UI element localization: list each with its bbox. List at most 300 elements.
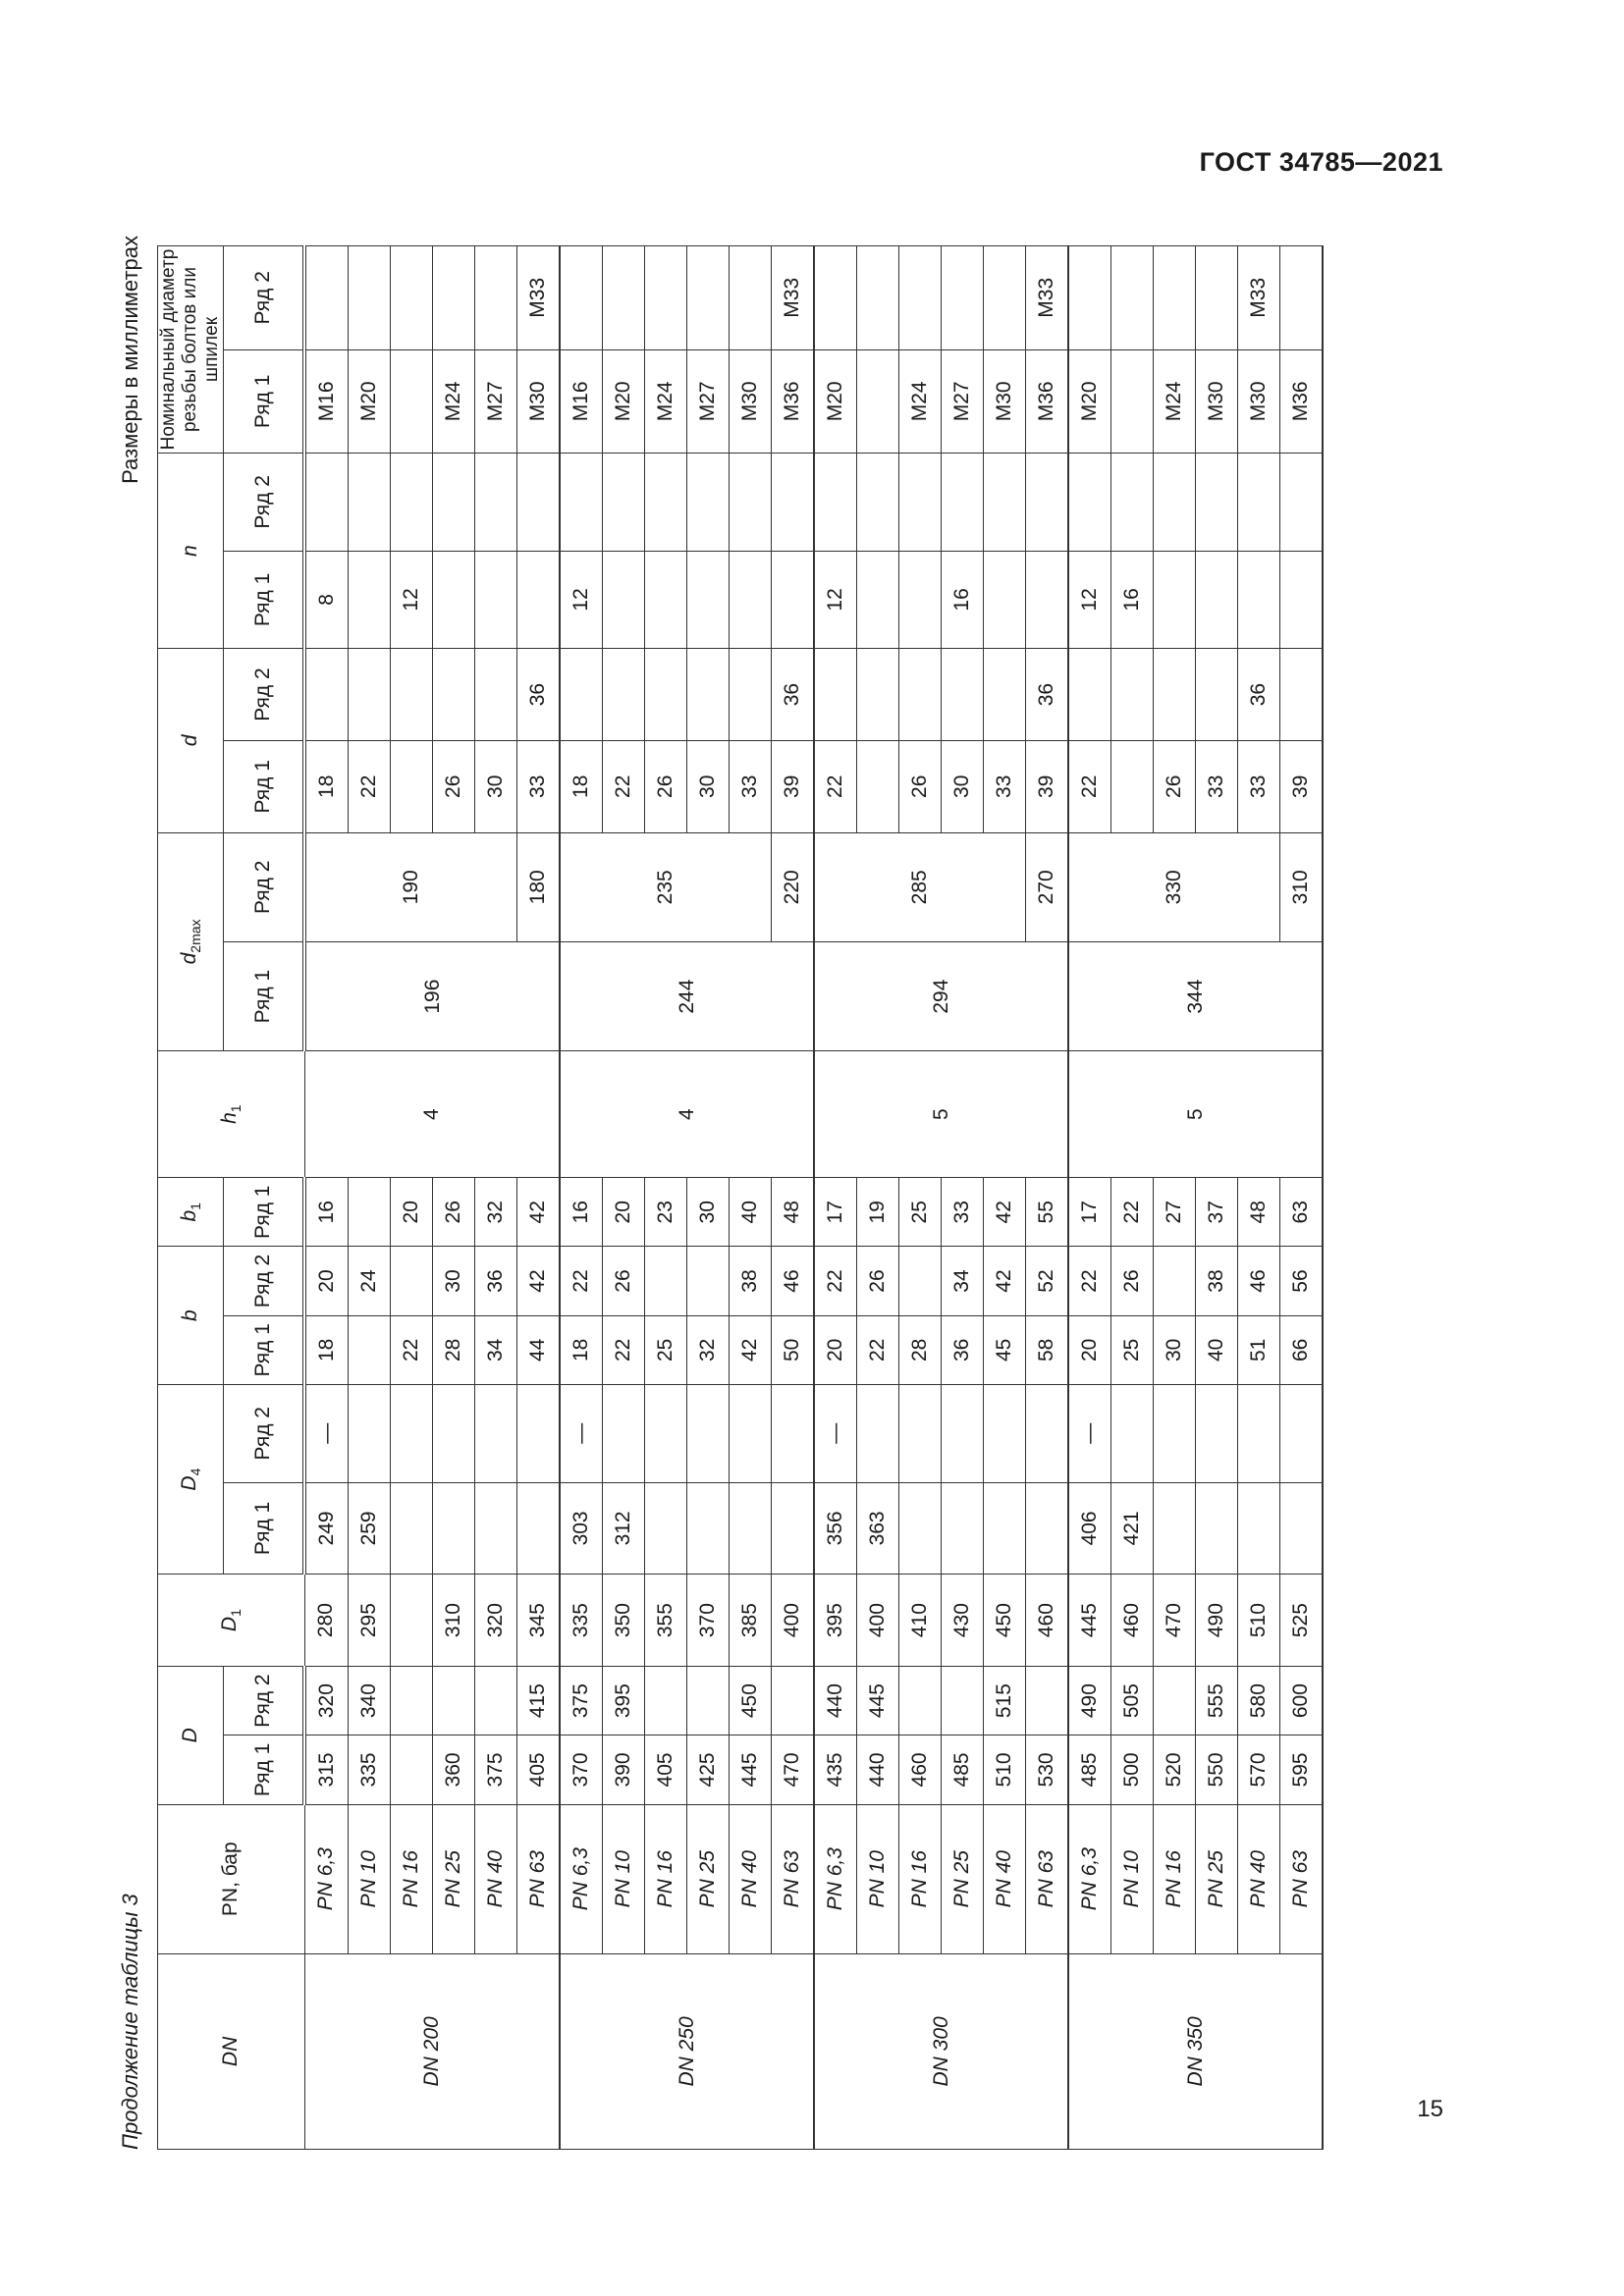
cell-b-row2 — [1154, 1247, 1196, 1315]
cell-D1: 395 — [814, 1575, 857, 1667]
cell-bolt-row1: M20 — [1068, 349, 1111, 453]
cell-D4-row1 — [1238, 1482, 1280, 1575]
cell-D4-row2: — — [814, 1384, 857, 1482]
cell-bolt-row1: M30 — [730, 349, 772, 453]
table-row — [1280, 246, 1324, 2150]
cell-d-row2: 36 — [517, 649, 561, 741]
cell-D-row2 — [1026, 1666, 1069, 1735]
cell-D-row2: 580 — [1238, 1666, 1280, 1735]
cell-D1: 470 — [1154, 1575, 1196, 1667]
cell-bolt-row1 — [391, 349, 433, 453]
flange-dimensions-table — [157, 245, 1324, 2150]
cell-b-row1: 32 — [687, 1315, 730, 1384]
cell-D4-row2 — [857, 1384, 899, 1482]
cell-d-row2 — [1154, 649, 1196, 741]
cell-n-row1 — [645, 551, 687, 649]
cell-b-row1: 45 — [984, 1315, 1026, 1384]
cell-D4-row2 — [984, 1384, 1026, 1482]
cell-b1-row1: 23 — [645, 1178, 687, 1247]
cell-b-row1: 20 — [1068, 1315, 1111, 1384]
cell-D1: 310 — [433, 1575, 475, 1667]
cell-b1-row1: 20 — [391, 1178, 433, 1247]
cell-b-row1: 22 — [857, 1315, 899, 1384]
page-number: 15 — [1417, 2096, 1443, 2122]
cell-pn: PN 63 — [517, 1804, 561, 1953]
cell-b1-row1: 17 — [814, 1178, 857, 1247]
cell-D4-row1: 312 — [603, 1482, 645, 1575]
cell-D-row2 — [475, 1666, 517, 1735]
cell-d2max-row2: 180 — [517, 832, 561, 941]
cell-n-row2 — [391, 454, 433, 552]
cell-d-row1: 22 — [349, 740, 391, 832]
cell-D4-row1 — [645, 1482, 687, 1575]
table-row — [984, 246, 1026, 2150]
cell-b-row2: 56 — [1280, 1247, 1324, 1315]
cell-b-row2: 26 — [603, 1247, 645, 1315]
cell-D4-row2 — [645, 1384, 687, 1482]
cell-D1: 345 — [517, 1575, 561, 1667]
cell-D-row2: 415 — [517, 1666, 561, 1735]
cell-bolt-row1 — [1111, 349, 1154, 453]
cell-b-row2: 22 — [1068, 1247, 1111, 1315]
cell-D-row1: 405 — [645, 1735, 687, 1804]
cell-D4-row1: 363 — [857, 1482, 899, 1575]
cell-D-row1: 425 — [687, 1735, 730, 1804]
cell-n-row1 — [349, 551, 391, 649]
cell-D-row2: 340 — [349, 1666, 391, 1735]
cell-b-row1 — [349, 1315, 391, 1384]
cell-D-row2: 375 — [560, 1666, 603, 1735]
cell-d-row1 — [391, 740, 433, 832]
subheader-row2: Ряд 2 — [224, 1247, 305, 1315]
table-row — [899, 246, 942, 2150]
cell-bolt-row1: M30 — [517, 349, 561, 453]
subheader-row1: Ряд 1 — [224, 551, 305, 649]
cell-b1-row1: 27 — [1154, 1178, 1196, 1247]
cell-bolt-row2 — [1154, 246, 1196, 350]
cell-D-row1: 440 — [857, 1735, 899, 1804]
col-header-pn: PN, бар — [158, 1804, 305, 1953]
subheader-row2: Ряд 2 — [224, 454, 305, 552]
cell-d2max-row1: 344 — [1068, 941, 1323, 1050]
cell-d-row1: 33 — [517, 740, 561, 832]
cell-d2max-row1: 196 — [304, 941, 560, 1050]
cell-D-row2: 320 — [304, 1666, 349, 1735]
cell-d-row1 — [857, 740, 899, 832]
cell-b-row1: 25 — [1111, 1315, 1154, 1384]
cell-bolt-row2 — [730, 246, 772, 350]
cell-h1: 5 — [814, 1051, 1068, 1178]
cell-D4-row1 — [730, 1482, 772, 1575]
cell-n-row2 — [899, 454, 942, 552]
cell-d-row1: 33 — [1238, 740, 1280, 832]
subheader-row2: Ряд 2 — [224, 1384, 305, 1482]
cell-d2max-row1: 244 — [560, 941, 814, 1050]
cell-b1-row1: 48 — [772, 1178, 815, 1247]
cell-D-row2: 515 — [984, 1666, 1026, 1735]
cell-D1: 430 — [942, 1575, 984, 1667]
cell-D-row1: 500 — [1111, 1735, 1154, 1804]
cell-n-row2 — [687, 454, 730, 552]
cell-D4-row1 — [475, 1482, 517, 1575]
cell-b-row1: 22 — [391, 1315, 433, 1384]
cell-b-row2: 34 — [942, 1247, 984, 1315]
cell-D1: 400 — [772, 1575, 815, 1667]
cell-d2max-row2: 310 — [1280, 832, 1324, 941]
cell-bolt-row2 — [814, 246, 857, 350]
cell-bolt-row1: M24 — [433, 349, 475, 453]
table-row — [1026, 246, 1069, 2150]
cell-pn: PN 25 — [433, 1804, 475, 1953]
cell-d2max-row2: 330 — [1068, 832, 1280, 941]
cell-d-row2 — [645, 649, 687, 741]
col-header-n: n — [158, 454, 224, 649]
cell-d-row2: 36 — [1026, 649, 1069, 741]
cell-bolt-row2 — [984, 246, 1026, 350]
cell-bolt-row2 — [603, 246, 645, 350]
cell-pn: PN 40 — [984, 1804, 1026, 1953]
cell-pn: PN 6,3 — [304, 1804, 349, 1953]
cell-bolt-row1 — [857, 349, 899, 453]
cell-b-row2 — [899, 1247, 942, 1315]
cell-d-row2 — [1111, 649, 1154, 741]
cell-b1-row1: 37 — [1196, 1178, 1238, 1247]
cell-pn: PN 16 — [391, 1804, 433, 1953]
cell-d-row2 — [942, 649, 984, 741]
cell-bolt-row1: M36 — [1026, 349, 1069, 453]
col-header-b: b — [158, 1247, 224, 1385]
col-header-D1: $D_1$ — [158, 1575, 305, 1667]
cell-bolt-row1: M20 — [814, 349, 857, 453]
cell-D4-row2 — [687, 1384, 730, 1482]
cell-d2max-row2: 190 — [304, 832, 517, 941]
cell-b1-row1: 19 — [857, 1178, 899, 1247]
cell-D-row1: 550 — [1196, 1735, 1238, 1804]
cell-n-row1 — [433, 551, 475, 649]
cell-pn: PN 6,3 — [814, 1804, 857, 1953]
cell-dn: DN 300 — [814, 1953, 1068, 2149]
cell-d-row2 — [1196, 649, 1238, 741]
cell-pn: PN 25 — [687, 1804, 730, 1953]
cell-D4-row1 — [517, 1482, 561, 1575]
table-row — [645, 246, 687, 2150]
cell-bolt-row2 — [1111, 246, 1154, 350]
cell-d-row1: 18 — [304, 740, 349, 832]
col-header-h1: $h_1$ — [158, 1051, 305, 1178]
cell-d-row2 — [603, 649, 645, 741]
cell-b-row1: 28 — [899, 1315, 942, 1384]
cell-D-row1: 390 — [603, 1735, 645, 1804]
cell-n-row2 — [1238, 454, 1280, 552]
cell-b-row1: 20 — [814, 1315, 857, 1384]
cell-d-row1: 39 — [1026, 740, 1069, 832]
table-row — [475, 246, 517, 2150]
cell-n-row1: 12 — [560, 551, 603, 649]
table-row — [560, 246, 603, 2150]
cell-d-row1: 26 — [433, 740, 475, 832]
cell-D-row1: 435 — [814, 1735, 857, 1804]
col-header-bolt: Номинальный диаметр резьбы болтов или шпилек — [158, 246, 224, 454]
cell-d-row2 — [433, 649, 475, 741]
cell-D-row2: 450 — [730, 1666, 772, 1735]
cell-b1-row1: 42 — [517, 1178, 561, 1247]
cell-D-row2 — [772, 1666, 815, 1735]
cell-pn: PN 10 — [349, 1804, 391, 1953]
cell-d-row2 — [349, 649, 391, 741]
cell-d-row1: 39 — [1280, 740, 1324, 832]
subheader-row1: Ряд 1 — [224, 1178, 305, 1247]
table-row — [517, 246, 561, 2150]
cell-D-row1: 510 — [984, 1735, 1026, 1804]
cell-b1-row1: 32 — [475, 1178, 517, 1247]
cell-b-row2: 26 — [1111, 1247, 1154, 1315]
cell-bolt-row2 — [687, 246, 730, 350]
cell-b-row2: 38 — [730, 1247, 772, 1315]
cell-D-row1: 470 — [772, 1735, 815, 1804]
cell-D-row2: 505 — [1111, 1666, 1154, 1735]
cell-pn: PN 16 — [645, 1804, 687, 1953]
cell-n-row2 — [304, 454, 349, 552]
cell-d-row1 — [1111, 740, 1154, 832]
cell-bolt-row2 — [899, 246, 942, 350]
cell-bolt-row1: M30 — [1196, 349, 1238, 453]
cell-D4-row1 — [1196, 1482, 1238, 1575]
cell-D4-row2 — [772, 1384, 815, 1482]
table-row — [942, 246, 984, 2150]
cell-D-row1: 460 — [899, 1735, 942, 1804]
cell-b-row1: 51 — [1238, 1315, 1280, 1384]
cell-D-row1 — [391, 1735, 433, 1804]
table-row — [687, 246, 730, 2150]
cell-d-row1: 22 — [1068, 740, 1111, 832]
cell-D-row2: 395 — [603, 1666, 645, 1735]
cell-bolt-row2 — [942, 246, 984, 350]
cell-d2max-row2: 220 — [772, 832, 815, 941]
cell-n-row2 — [730, 454, 772, 552]
cell-D4-row2 — [730, 1384, 772, 1482]
cell-b1-row1: 55 — [1026, 1178, 1069, 1247]
cell-d-row1: 33 — [730, 740, 772, 832]
cell-b1-row1: 22 — [1111, 1178, 1154, 1247]
cell-d-row1: 30 — [942, 740, 984, 832]
col-header-b1: $b_1$ — [158, 1178, 224, 1247]
cell-pn: PN 16 — [899, 1804, 942, 1953]
cell-n-row2 — [1196, 454, 1238, 552]
cell-n-row2 — [517, 454, 561, 552]
table-row — [857, 246, 899, 2150]
cell-bolt-row2: M33 — [1026, 246, 1069, 350]
cell-b-row1: 40 — [1196, 1315, 1238, 1384]
cell-bolt-row1: M27 — [942, 349, 984, 453]
cell-D-row2 — [391, 1666, 433, 1735]
cell-b-row2: 42 — [517, 1247, 561, 1315]
cell-bolt-row1: M16 — [560, 349, 603, 453]
cell-bolt-row2 — [475, 246, 517, 350]
cell-D4-row1: 356 — [814, 1482, 857, 1575]
cell-b1-row1: 42 — [984, 1178, 1026, 1247]
cell-D1: 335 — [560, 1575, 603, 1667]
cell-D4-row1 — [772, 1482, 815, 1575]
cell-n-row1: 16 — [1111, 551, 1154, 649]
subheader-row1: Ряд 1 — [224, 1482, 305, 1575]
cell-bolt-row2 — [1196, 246, 1238, 350]
cell-b-row2: 26 — [857, 1247, 899, 1315]
cell-d-row1: 33 — [984, 740, 1026, 832]
table-row — [730, 246, 772, 2150]
cell-D4-row1: 303 — [560, 1482, 603, 1575]
cell-b-row1: 34 — [475, 1315, 517, 1384]
cell-n-row2 — [645, 454, 687, 552]
cell-D-row1: 370 — [560, 1735, 603, 1804]
cell-n-row2 — [1154, 454, 1196, 552]
cell-bolt-row1: M20 — [603, 349, 645, 453]
cell-bolt-row1: M16 — [304, 349, 349, 453]
cell-D1: 385 — [730, 1575, 772, 1667]
cell-D-row1: 485 — [942, 1735, 984, 1804]
cell-dn: DN 200 — [304, 1953, 560, 2149]
table-row — [1154, 246, 1196, 2150]
cell-b1-row1: 20 — [603, 1178, 645, 1247]
cell-D1: 280 — [304, 1575, 349, 1667]
cell-D1: 350 — [603, 1575, 645, 1667]
cell-d-row1: 22 — [814, 740, 857, 832]
cell-D4-row2 — [1154, 1384, 1196, 1482]
cell-D-row2: 555 — [1196, 1666, 1238, 1735]
cell-h1: 4 — [560, 1051, 814, 1178]
cell-b-row2: 42 — [984, 1247, 1026, 1315]
cell-dn: DN 350 — [1068, 1953, 1323, 2149]
cell-n-row1 — [1196, 551, 1238, 649]
cell-n-row2 — [1026, 454, 1069, 552]
cell-d-row2: 36 — [1238, 649, 1280, 741]
cell-b-row1: 50 — [772, 1315, 815, 1384]
cell-D-row2 — [899, 1666, 942, 1735]
subheader-row1: Ряд 1 — [224, 349, 305, 453]
cell-b-row2: 46 — [772, 1247, 815, 1315]
cell-D4-row2 — [1026, 1384, 1069, 1482]
cell-D-row2: 490 — [1068, 1666, 1111, 1735]
cell-D4-row2 — [1238, 1384, 1280, 1482]
cell-bolt-row2: M33 — [517, 246, 561, 350]
cell-D4-row2 — [517, 1384, 561, 1482]
cell-D4-row1: 249 — [304, 1482, 349, 1575]
cell-n-row2 — [984, 454, 1026, 552]
cell-n-row2 — [772, 454, 815, 552]
cell-D4-row1: 421 — [1111, 1482, 1154, 1575]
cell-b-row2: 38 — [1196, 1247, 1238, 1315]
cell-b-row2: 52 — [1026, 1247, 1069, 1315]
cell-b-row2: 22 — [560, 1247, 603, 1315]
cell-n-row2 — [1111, 454, 1154, 552]
cell-n-row1: 12 — [814, 551, 857, 649]
cell-D1 — [391, 1575, 433, 1667]
cell-b-row1: 30 — [1154, 1315, 1196, 1384]
cell-d-row2 — [560, 649, 603, 741]
cell-D4-row1 — [984, 1482, 1026, 1575]
cell-n-row2 — [942, 454, 984, 552]
cell-pn: PN 40 — [1238, 1804, 1280, 1953]
document-code: ГОСТ 34785—2021 — [1199, 147, 1443, 177]
cell-d-row2 — [1068, 649, 1111, 741]
cell-d-row2 — [899, 649, 942, 741]
subheader-row2: Ряд 2 — [224, 649, 305, 741]
cell-D4-row2 — [942, 1384, 984, 1482]
cell-bolt-row1: M24 — [1154, 349, 1196, 453]
cell-D4-row1: 406 — [1068, 1482, 1111, 1575]
cell-pn: PN 10 — [1111, 1804, 1154, 1953]
cell-d2max-row2: 270 — [1026, 832, 1069, 941]
cell-D1: 355 — [645, 1575, 687, 1667]
cell-D-row1: 445 — [730, 1735, 772, 1804]
cell-D4-row1 — [1026, 1482, 1069, 1575]
table-row — [1238, 246, 1280, 2150]
cell-d-row1: 18 — [560, 740, 603, 832]
cell-bolt-row1: M36 — [772, 349, 815, 453]
cell-d-row1: 26 — [1154, 740, 1196, 832]
cell-d-row1: 22 — [603, 740, 645, 832]
table-body — [304, 246, 1323, 2150]
cell-b-row1: 25 — [645, 1315, 687, 1384]
cell-b-row1: 36 — [942, 1315, 984, 1384]
cell-bolt-row1: M27 — [687, 349, 730, 453]
cell-D4-row1 — [899, 1482, 942, 1575]
cell-dn: DN 250 — [560, 1953, 814, 2149]
col-header-D4: $D_4$ — [158, 1384, 224, 1574]
cell-d-row2 — [730, 649, 772, 741]
cell-D1: 400 — [857, 1575, 899, 1667]
cell-D1: 490 — [1196, 1575, 1238, 1667]
cell-D4-row1 — [687, 1482, 730, 1575]
cell-d2max-row2: 235 — [560, 832, 772, 941]
cell-b-row1: 18 — [560, 1315, 603, 1384]
cell-n-row2 — [1280, 454, 1324, 552]
cell-n-row1 — [475, 551, 517, 649]
cell-D-row1: 520 — [1154, 1735, 1196, 1804]
cell-D1: 525 — [1280, 1575, 1324, 1667]
cell-D1: 460 — [1111, 1575, 1154, 1667]
cell-d-row1: 33 — [1196, 740, 1238, 832]
cell-h1: 4 — [304, 1051, 560, 1178]
cell-D1: 295 — [349, 1575, 391, 1667]
cell-b-row1: 18 — [304, 1315, 349, 1384]
cell-d-row2 — [814, 649, 857, 741]
cell-b-row1: 58 — [1026, 1315, 1069, 1384]
cell-n-row2 — [349, 454, 391, 552]
cell-b1-row1: 25 — [899, 1178, 942, 1247]
cell-D4-row2 — [1111, 1384, 1154, 1482]
cell-n-row1 — [1154, 551, 1196, 649]
cell-b-row1: 44 — [517, 1315, 561, 1384]
cell-pn: PN 6,3 — [560, 1804, 603, 1953]
cell-n-row1: 12 — [391, 551, 433, 649]
cell-bolt-row1: M24 — [899, 349, 942, 453]
cell-n-row1: 12 — [1068, 551, 1111, 649]
cell-D-row2: 600 — [1280, 1666, 1324, 1735]
cell-bolt-row2 — [857, 246, 899, 350]
cell-pn: PN 40 — [730, 1804, 772, 1953]
cell-D1: 445 — [1068, 1575, 1111, 1667]
cell-D4-row2 — [1280, 1384, 1324, 1482]
cell-D4-row1 — [942, 1482, 984, 1575]
cell-b-row2 — [391, 1247, 433, 1315]
cell-d2max-row1: 294 — [814, 941, 1068, 1050]
cell-D1: 510 — [1238, 1575, 1280, 1667]
table-row — [772, 246, 815, 2150]
cell-d-row2 — [984, 649, 1026, 741]
subheader-row2: Ряд 2 — [224, 832, 305, 941]
cell-D1: 450 — [984, 1575, 1026, 1667]
cell-n-row1 — [687, 551, 730, 649]
